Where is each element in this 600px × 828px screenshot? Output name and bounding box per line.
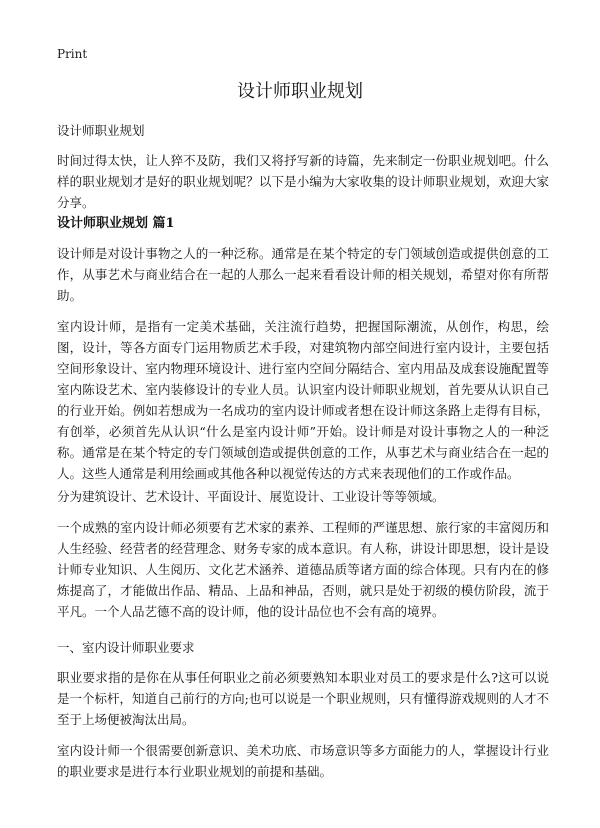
- paragraph-2: 室内设计师，是指有一定美术基础，关注流行趋势，把握国际潮流，从创作，构思，绘图，设计，等各方面专门运用物质艺术手段，对建筑物内部空间进行室内设计，主要包括空间形象设计、室内物理环境设计、进行室内空间分隔结合、室内用品及成套设施配置等室内陈设艺术、室内装修设计的专业人员。认识室内设计师职业规划，首先要从认识自己的行业开始。例如若想成为一名成功的室内设计师或者想在设计师这条路上走得有目标，有创举，必须首先从认识“什么是室内设计师”开始。设计师是对设计事物之人的一种泛称。通常是在某个特定的专门领域创造或提供创意的工作，从事艺术与商业结合在一起的人。这些人通常是利用绘画或其他各种以视觉传达的方式来表现他们的工作或作品。: [57, 319, 549, 481]
- paragraph-7: 室内设计师一个很需要创新意识、美术功底、市场意识等多方面能力的人，掌握设计行业的职业要求是进行本行业职业规划的前提和基础。: [57, 743, 549, 779]
- paragraph-3: 分为建筑设计、艺术设计、平面设计、展览设计、工业设计等等领域。: [57, 489, 445, 504]
- intro-paragraph: 时间过得太快，让人猝不及防，我们又将抒写新的诗篇，先来制定一份职业规划吧。什么样的职业规划才是好的职业规划呢？以下是小编为大家收集的设计师职业规划，欢迎大家分享。: [57, 153, 549, 210]
- paragraph-1: 设计师是对设计事物之人的一种泛称。通常是在某个特定的专门领域创造或提供创意的工作，从事艺术与商业结合在一起的人那么一起来看看设计师的相关规划，希望对你有所帮助。: [57, 246, 549, 303]
- subsection-heading: 一、室内设计师职业要求: [57, 640, 195, 655]
- document-subtitle: 设计师职业规划: [57, 123, 145, 138]
- paragraph-6: 职业要求指的是你在从事任何职业之前必须要熟知本职业对员工的要求是什么?这可以说是一个标杆，知道自己前行的方向;也可以说是一个职业规则，只有懂得游戏规则的人才不至于上场便被淘汰出局。: [57, 670, 549, 727]
- paragraph-4: 一个成熟的室内设计师必须要有艺术家的素养、工程师的严谨思想、旅行家的丰富阅历和人生经验、经营者的经营理念、财务专家的成本意识。有人称，讲设计即思想，设计是设计师专业知识、人生阅历、文化艺术涵养、道德品质等诸方面的综合体现。只有内在的修炼提高了，才能做出作品、精品、上品和神品，否则，就只是处于初级的模仿阶段，流于平凡。一个人品艺德不高的设计师，他的设计品位也不会有高的境界。: [57, 520, 549, 619]
- page-title: 设计师职业规划: [237, 81, 363, 102]
- print-link[interactable]: Print: [57, 47, 88, 61]
- section-heading: 设计师职业规划 篇1: [57, 216, 175, 231]
